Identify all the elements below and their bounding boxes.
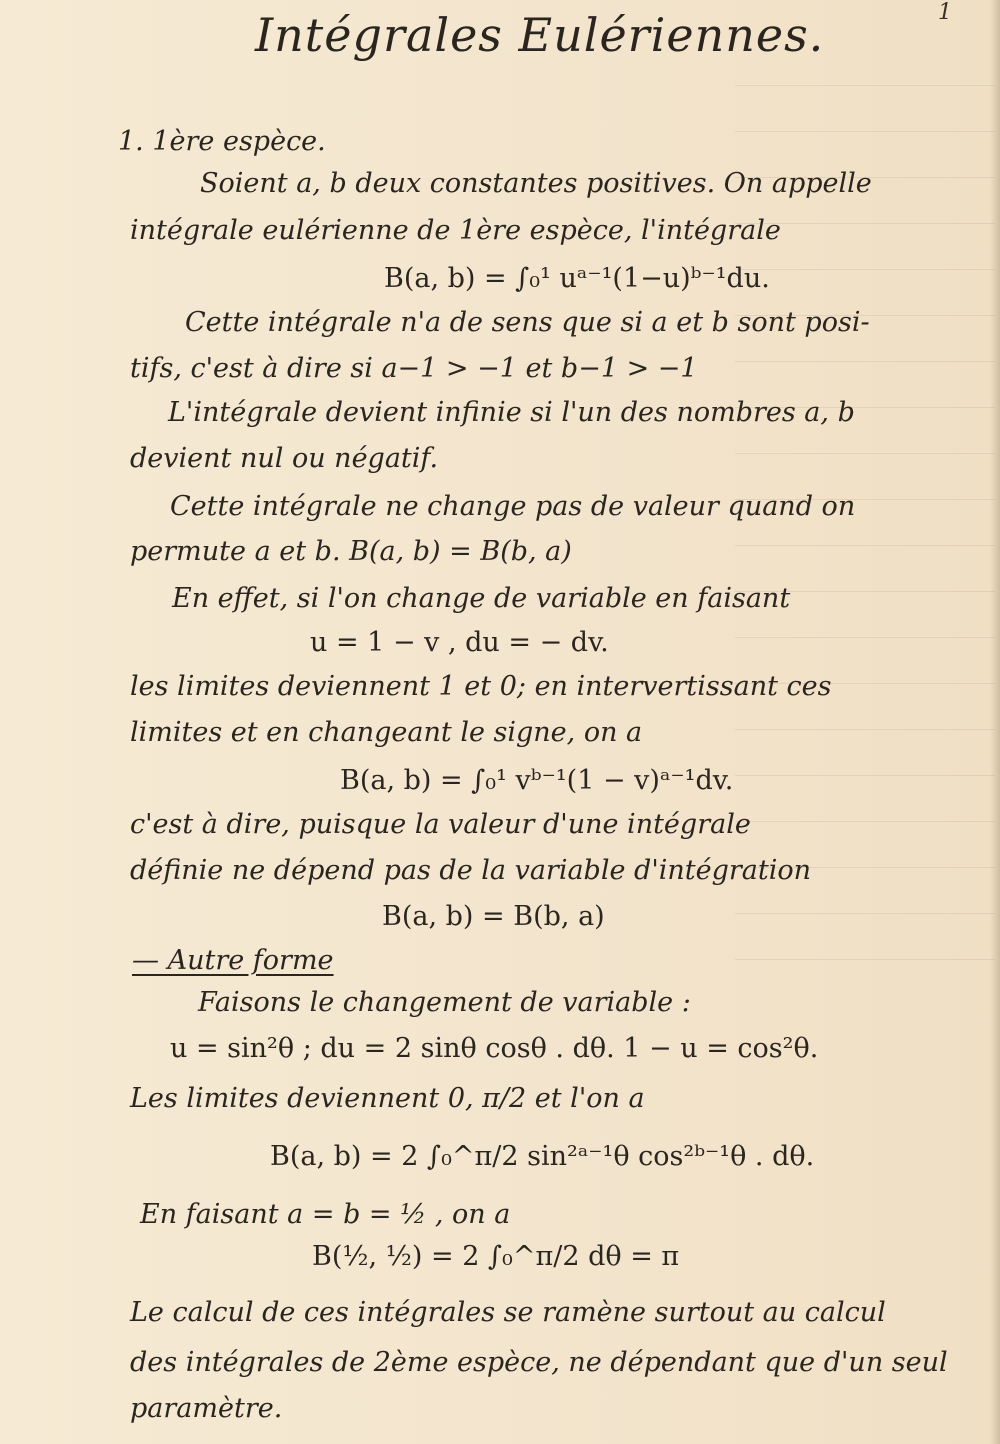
text-line: les limites deviennent 1 et 0; en intervertissant ces — [130, 671, 832, 702]
formula: B(a, b) = 2 ∫₀^π/2 sin²ᵃ⁻¹θ cos²ᵇ⁻¹θ . dθ. — [270, 1141, 815, 1172]
text-line: Soient a, b deux constantes positives. On appelle — [200, 168, 872, 199]
text-line: des intégrales de 2ème espèce, ne dépendant que d'un seul — [130, 1347, 948, 1378]
text-line: Cette intégrale ne change pas de valeur quand on — [170, 491, 856, 522]
text-line: Faisons le changement de variable : — [198, 987, 691, 1018]
formula: u = 1 − v , du = − dv. — [310, 627, 609, 658]
page-title: Intégrales Eulériennes. — [255, 8, 825, 62]
text-line: devient nul ou négatif. — [130, 443, 439, 474]
text-line: paramètre. — [130, 1393, 283, 1424]
formula: B(a, b) = ∫₀¹ uᵃ⁻¹(1−u)ᵇ⁻¹du. — [384, 263, 770, 294]
page-number: 1 — [938, 0, 952, 25]
text-line: tifs, c'est à dire si a−1 > −1 et b−1 > −1 — [130, 353, 698, 384]
page-edge-shadow — [990, 0, 1000, 1444]
subsection-heading: — Autre forme — [132, 945, 334, 976]
text-line: L'intégrale devient infinie si l'un des nombres a, b — [168, 397, 855, 428]
text-line: intégrale eulérienne de 1ère espèce, l'intégrale — [130, 215, 781, 246]
section-heading: 1. 1ère espèce. — [118, 126, 326, 157]
text-line: Les limites deviennent 0, π/2 et l'on a — [130, 1083, 645, 1114]
formula: B(a, b) = ∫₀¹ vᵇ⁻¹(1 − v)ᵃ⁻¹dv. — [340, 765, 734, 796]
text-line: limites et en changeant le signe, on a — [130, 717, 643, 748]
text-line: Cette intégrale n'a de sens que si a et b sont posi- — [185, 307, 870, 338]
text-line: c'est à dire, puisque la valeur d'une intégrale — [130, 809, 751, 840]
text-line: Le calcul de ces intégrales se ramène surtout au calcul — [130, 1297, 886, 1328]
formula: B(½, ½) = 2 ∫₀^π/2 dθ = π — [312, 1241, 680, 1272]
text-line: permute a et b. B(a, b) = B(b, a) — [130, 536, 572, 567]
text-line: En effet, si l'on change de variable en faisant — [172, 583, 791, 614]
text-line: définie ne dépend pas de la variable d'intégration — [130, 855, 812, 886]
text-line: En faisant a = b = ½ , on a — [140, 1199, 511, 1230]
formula: B(a, b) = B(b, a) — [382, 901, 605, 932]
formula: u = sin²θ ; du = 2 sinθ cosθ . dθ. 1 − u = cos²θ. — [170, 1033, 819, 1064]
